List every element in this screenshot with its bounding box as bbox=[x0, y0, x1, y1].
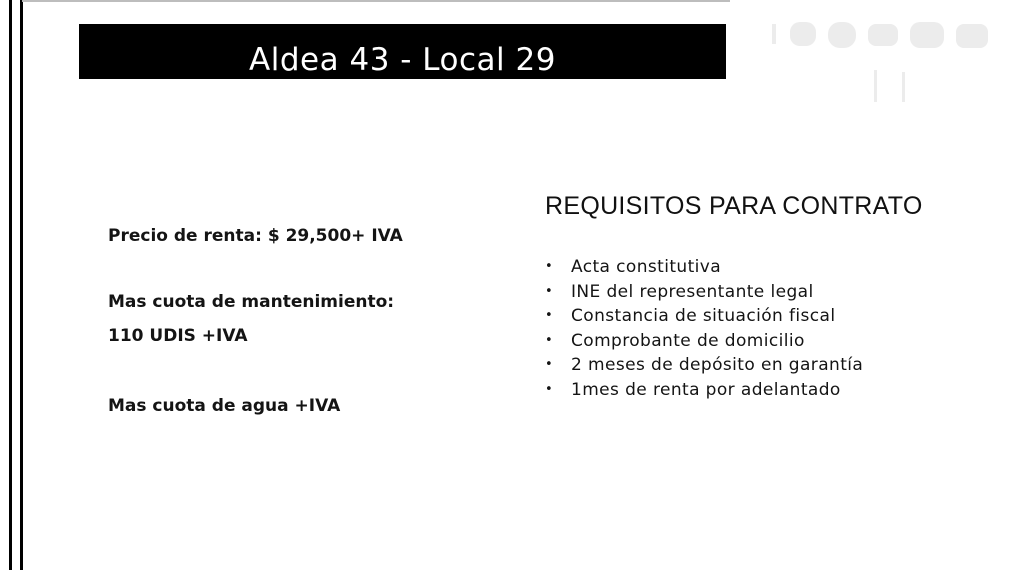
bullet-icon: • bbox=[545, 332, 554, 348]
requirement-text: Constancia de situación fiscal bbox=[571, 306, 836, 327]
list-item bbox=[545, 255, 863, 280]
maintenance-fee-value: 110 UDIS +IVA bbox=[108, 326, 248, 346]
requirement-text: INE del representante legal bbox=[571, 281, 814, 302]
list-item bbox=[545, 353, 863, 378]
water-fee-text: Mas cuota de agua +IVA bbox=[108, 396, 341, 416]
page-title: Aldea 43 - Local 29 bbox=[249, 42, 556, 78]
bullet-icon: • bbox=[545, 259, 554, 274]
rent-price-text: Precio de renta: $ 29,500+ IVA bbox=[108, 226, 403, 246]
maintenance-fee-label: Mas cuota de mantenimiento: bbox=[108, 292, 395, 312]
list-item bbox=[545, 329, 863, 354]
left-border-line-inner bbox=[20, 0, 23, 570]
bullet-icon: • bbox=[545, 357, 554, 373]
requirement-text: 2 meses de depósito en garantía bbox=[571, 355, 864, 376]
list-item bbox=[545, 378, 863, 403]
requirements-heading: REQUISITOS PARA CONTRATO bbox=[545, 192, 923, 220]
top-border-line bbox=[22, 0, 730, 2]
bullet-icon: • bbox=[545, 283, 554, 299]
bullet-icon: • bbox=[545, 381, 554, 397]
left-border-line bbox=[9, 0, 12, 570]
title-banner bbox=[79, 24, 726, 79]
bullet-icon: • bbox=[545, 308, 554, 324]
requirement-text: Comprobante de domicilio bbox=[571, 330, 805, 351]
faded-watermark-logo bbox=[768, 10, 1018, 110]
list-item bbox=[545, 280, 863, 305]
list-item bbox=[545, 304, 863, 329]
requirement-text: Acta constitutiva bbox=[571, 257, 722, 277]
requirements-list bbox=[545, 255, 863, 403]
requirement-text: 1mes de renta por adelantado bbox=[571, 379, 841, 400]
